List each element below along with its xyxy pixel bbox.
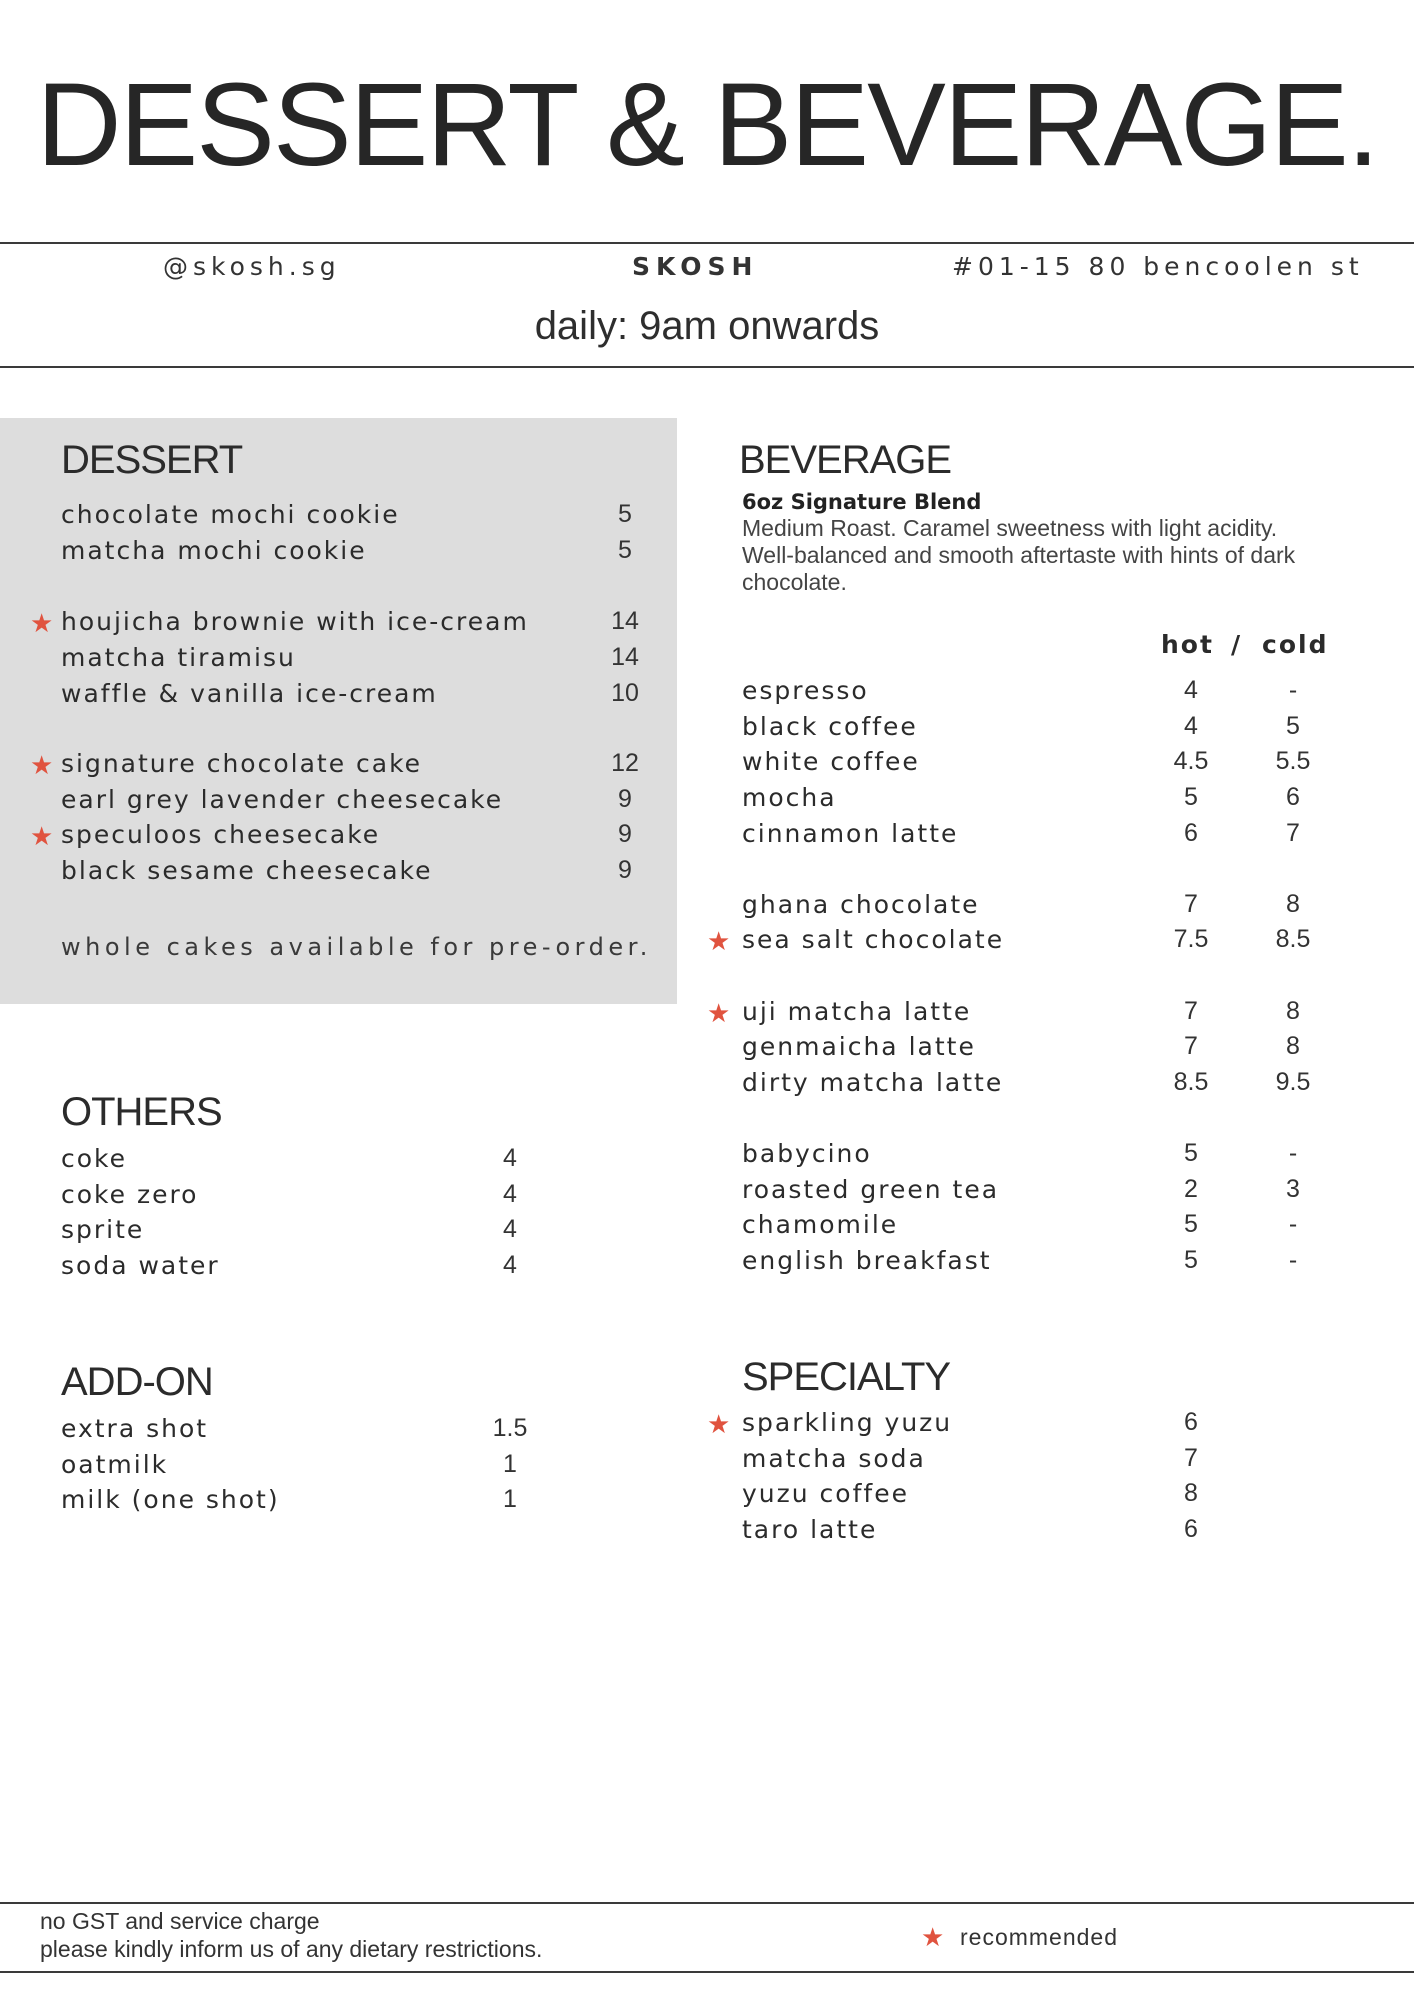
- dessert-item-price: 10: [611, 679, 639, 707]
- others-item-name: coke: [61, 1144, 128, 1173]
- addon-item-price: 1.5: [492, 1414, 528, 1442]
- column-header-separator: /: [1231, 630, 1243, 659]
- beverage-item-name: black coffee: [742, 712, 918, 741]
- recommended-star-icon: ★: [707, 999, 731, 1029]
- dessert-item-name: houjicha brownie with ice-cream: [61, 607, 529, 636]
- beverage-item-hot-price: 5: [1184, 1246, 1198, 1274]
- specialty-item-price: 8: [1184, 1479, 1198, 1507]
- dessert-item-name: chocolate mochi cookie: [61, 500, 400, 529]
- beverage-item-name: mocha: [742, 783, 837, 812]
- addon-item-name: extra shot: [61, 1414, 209, 1443]
- beverage-item-name: sea salt chocolate: [742, 925, 1005, 954]
- dessert-item-price: 5: [618, 536, 632, 564]
- specialty-item-name: sparkling yuzu: [742, 1408, 953, 1437]
- dessert-item-name: black sesame cheesecake: [61, 856, 433, 885]
- column-header-cold: cold: [1262, 630, 1329, 659]
- dessert-item-price: 5: [618, 500, 632, 528]
- dessert-item-price: 9: [618, 785, 632, 813]
- dessert-item-name: speculoos cheesecake: [61, 820, 381, 849]
- footer-top-rule: [0, 1902, 1414, 1904]
- beverage-item-hot-price: 4.5: [1173, 747, 1209, 775]
- beverage-item-name: dirty matcha latte: [742, 1068, 1004, 1097]
- blend-name: 6oz Signature Blend: [742, 490, 982, 514]
- dessert-item-price: 12: [611, 749, 639, 777]
- beverage-item-hot-price: 6: [1184, 819, 1198, 847]
- beverage-item-hot-price: 4: [1184, 676, 1198, 704]
- header-top-rule: [0, 242, 1414, 244]
- beverage-item-hot-price: 8.5: [1173, 1068, 1209, 1096]
- legend-recommended-label: recommended: [960, 1924, 1119, 1950]
- specialty-item-name: matcha soda: [742, 1444, 926, 1473]
- beverage-item-cold-price: 7: [1286, 819, 1300, 847]
- others-item-price: 4: [503, 1215, 517, 1243]
- footer-tax-note: no GST and service charge: [40, 1908, 320, 1934]
- header-bottom-rule: [0, 366, 1414, 368]
- dessert-item-name: earl grey lavender cheesecake: [61, 785, 504, 814]
- others-item-name: sprite: [61, 1215, 145, 1244]
- recommended-star-icon: ★: [707, 1410, 731, 1440]
- beverage-item-name: uji matcha latte: [742, 997, 972, 1026]
- addon-item-price: 1: [503, 1450, 517, 1478]
- brand-name: SKOSH: [632, 252, 759, 281]
- specialty-section-title: SPECIALTY: [742, 1355, 951, 1399]
- beverage-item-name: cinnamon latte: [742, 819, 959, 848]
- beverage-item-cold-price: 3: [1286, 1175, 1300, 1203]
- footer-dietary-note: please kindly inform us of any dietary restrictions.: [40, 1936, 543, 1962]
- dessert-note: whole cakes available for pre-order.: [61, 933, 652, 961]
- beverage-item-cold-price: 8: [1286, 997, 1300, 1025]
- dessert-item-price: 9: [618, 820, 632, 848]
- instagram-handle: @skosh.sg: [163, 252, 341, 281]
- address: #01-15 80 bencoolen st: [952, 252, 1364, 281]
- specialty-item-name: yuzu coffee: [742, 1479, 909, 1508]
- beverage-item-hot-price: 2: [1184, 1175, 1198, 1203]
- beverage-item-hot-price: 5: [1184, 1210, 1198, 1238]
- beverage-item-hot-price: 4: [1184, 712, 1198, 740]
- recommended-star-icon: ★: [30, 751, 54, 781]
- beverage-item-name: white coffee: [742, 747, 920, 776]
- beverage-item-name: chamomile: [742, 1210, 899, 1239]
- specialty-item-name: taro latte: [742, 1515, 878, 1544]
- addon-item-name: milk (one shot): [61, 1485, 280, 1514]
- dessert-item-name: waffle & vanilla ice-cream: [61, 679, 438, 708]
- dessert-item-price: 14: [611, 607, 639, 635]
- beverage-item-cold-price: -: [1288, 1246, 1298, 1274]
- specialty-item-price: 6: [1184, 1408, 1198, 1436]
- beverage-item-cold-price: -: [1288, 1139, 1298, 1167]
- beverage-item-name: roasted green tea: [742, 1175, 1000, 1204]
- beverage-item-name: espresso: [742, 676, 869, 705]
- others-item-name: coke zero: [61, 1180, 199, 1209]
- beverage-item-cold-price: 5: [1286, 712, 1300, 740]
- menu-title: DESSERT & BEVERAGE.: [36, 59, 1378, 191]
- column-header-hot: hot: [1161, 630, 1214, 659]
- beverage-item-hot-price: 7: [1184, 997, 1198, 1025]
- beverage-item-cold-price: -: [1288, 1210, 1298, 1238]
- others-item-name: soda water: [61, 1251, 220, 1280]
- beverage-item-cold-price: 6: [1286, 783, 1300, 811]
- recommended-star-icon: ★: [30, 609, 54, 639]
- beverage-item-hot-price: 7: [1184, 890, 1198, 918]
- beverage-item-hot-price: 7.5: [1173, 925, 1209, 953]
- dessert-item-name: matcha tiramisu: [61, 643, 296, 672]
- beverage-item-cold-price: -: [1288, 676, 1298, 704]
- beverage-item-hot-price: 7: [1184, 1032, 1198, 1060]
- beverage-item-cold-price: 9.5: [1275, 1068, 1311, 1096]
- beverage-item-cold-price: 8: [1286, 890, 1300, 918]
- dessert-section-title: DESSERT: [61, 438, 243, 482]
- specialty-item-price: 7: [1184, 1444, 1198, 1472]
- beverage-item-cold-price: 8.5: [1275, 925, 1311, 953]
- legend-star-icon: ★: [921, 1923, 945, 1953]
- dessert-item-price: 14: [611, 643, 639, 671]
- beverage-item-name: genmaicha latte: [742, 1032, 976, 1061]
- dessert-item-price: 9: [618, 856, 632, 884]
- beverage-section-title: BEVERAGE: [739, 438, 952, 482]
- beverage-item-cold-price: 5.5: [1275, 747, 1311, 775]
- beverage-item-name: babycino: [742, 1139, 872, 1168]
- beverage-item-name: english breakfast: [742, 1246, 992, 1275]
- recommended-star-icon: ★: [707, 927, 731, 957]
- footer-bottom-rule: [0, 1971, 1414, 1973]
- dessert-item-name: signature chocolate cake: [61, 749, 423, 778]
- others-item-price: 4: [503, 1144, 517, 1172]
- opening-hours: daily: 9am onwards: [534, 304, 880, 348]
- addon-section-title: ADD-ON: [61, 1360, 213, 1404]
- addon-item-name: oatmilk: [61, 1450, 169, 1479]
- blend-description: Medium Roast. Caramel sweetness with light acidity. Well-balanced and smooth aftertaste with hints of dark chocolate.: [742, 515, 1296, 595]
- beverage-item-hot-price: 5: [1184, 783, 1198, 811]
- recommended-star-icon: ★: [30, 822, 54, 852]
- addon-item-price: 1: [503, 1485, 517, 1513]
- beverage-item-hot-price: 5: [1184, 1139, 1198, 1167]
- specialty-item-price: 6: [1184, 1515, 1198, 1543]
- dessert-item-name: matcha mochi cookie: [61, 536, 367, 565]
- beverage-item-cold-price: 8: [1286, 1032, 1300, 1060]
- others-item-price: 4: [503, 1180, 517, 1208]
- others-section-title: OTHERS: [61, 1090, 222, 1134]
- others-item-price: 4: [503, 1251, 517, 1279]
- beverage-item-name: ghana chocolate: [742, 890, 980, 919]
